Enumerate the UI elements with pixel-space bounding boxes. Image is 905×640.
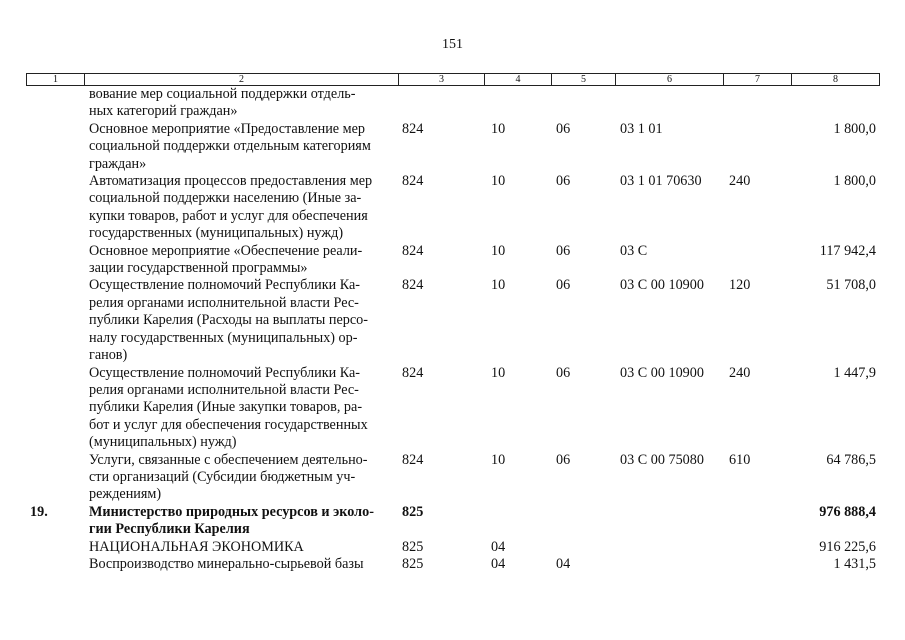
budget-table-body [26, 86, 879, 573]
item-name-line: социальной поддержки населению (Иные за- [89, 190, 362, 207]
row-number-cell [26, 277, 84, 364]
amount-cell: 1 447,9 [833, 364, 876, 381]
amount-cell: 1 800,0 [833, 120, 876, 137]
expense-type-cell [723, 121, 791, 173]
item-name-line: Министерство природных ресурсов и эколо- [89, 503, 374, 520]
column-header-table [26, 73, 880, 86]
item-name-cell [84, 556, 398, 573]
item-name-line: гии Республики Карелия [89, 521, 250, 538]
target-code-cell: 03 С 00 75080 [620, 451, 704, 468]
table-row [26, 277, 879, 364]
item-name-cell [84, 504, 398, 539]
amount-cell: 64 786,5 [826, 451, 876, 468]
ministry-code-cell [398, 86, 484, 121]
target-code-cell: 03 С [620, 242, 648, 259]
item-name-line: публики Карелия (Иные закупки товаров, ра- [89, 399, 363, 416]
expense-type-cell [723, 539, 791, 556]
subsection-code-cell: 06 [556, 242, 571, 259]
item-name-line: социальной поддержки отдельным категориям [89, 138, 371, 155]
target-code-cell: 03 1 01 [620, 120, 663, 137]
expense-type-cell [723, 556, 791, 573]
column-number-3: 3 [399, 74, 485, 86]
target-code-cell [615, 539, 723, 556]
item-name-line: Осуществление полномочий Республики Ка- [89, 277, 361, 294]
ministry-code-cell: 824 [402, 120, 424, 137]
item-name-cell [84, 452, 398, 504]
subsection-code-cell: 04 [556, 555, 571, 572]
item-name-cell [84, 365, 398, 452]
table-row [26, 86, 879, 121]
item-name-line: (муниципальных) нужд) [89, 434, 237, 451]
ministry-code-cell: 824 [402, 364, 424, 381]
row-number-cell [26, 173, 84, 243]
subsection-code-cell: 06 [556, 451, 571, 468]
subsection-code-cell: 06 [556, 120, 571, 137]
expense-type-cell: 120 [729, 277, 751, 294]
column-number-2: 2 [85, 74, 399, 86]
section-code-cell [484, 504, 551, 539]
target-code-cell: 03 С 00 10900 [620, 364, 704, 381]
item-name-line: Воспроизводство минерально-сырьевой базы [89, 555, 364, 572]
section-code-cell [484, 86, 551, 121]
item-name-line: релия органами исполнительной власти Рес- [89, 294, 359, 311]
item-name-line: вование мер социальной поддержки отдель- [89, 86, 356, 102]
section-code-cell: 10 [491, 242, 506, 259]
item-name-cell [84, 277, 398, 364]
item-name-line: ганов) [89, 347, 128, 364]
page-number: 151 [442, 37, 463, 52]
column-number-8: 8 [792, 74, 880, 86]
section-code-cell: 10 [491, 277, 506, 294]
column-header-row [27, 74, 880, 86]
item-name-line: публики Карелия (Расходы на выплаты персо- [89, 312, 368, 329]
ministry-code-cell: 824 [402, 451, 424, 468]
table-row [26, 504, 879, 539]
item-name-line: ных категорий граждан» [89, 103, 238, 120]
section-code-cell: 10 [491, 173, 506, 190]
amount-cell: 1 431,5 [833, 555, 876, 572]
section-code-cell: 10 [491, 364, 506, 381]
item-name-cell [84, 539, 398, 556]
column-number-7: 7 [724, 74, 792, 86]
table-row [26, 452, 879, 504]
row-number-cell [26, 243, 84, 278]
subsection-code-cell: 06 [556, 173, 571, 190]
amount-cell: 916 225,6 [819, 538, 876, 555]
expense-type-cell: 240 [729, 173, 751, 190]
subsection-code-cell [551, 504, 615, 539]
item-name-line: государственных (муниципальных) нужд) [89, 225, 344, 242]
item-name-cell [84, 86, 398, 121]
row-number-cell [26, 86, 84, 121]
table-row [26, 173, 879, 243]
amount-cell: 51 708,0 [826, 277, 876, 294]
amount-cell: 117 942,4 [819, 242, 876, 259]
column-number-6: 6 [616, 74, 724, 86]
table-row [26, 539, 879, 556]
subsection-code-cell: 06 [556, 277, 571, 294]
item-name-line: НАЦИОНАЛЬНАЯ ЭКОНОМИКА [89, 538, 304, 555]
row-number-cell [26, 121, 84, 173]
expense-type-cell [723, 504, 791, 539]
expense-type-cell: 240 [729, 364, 751, 381]
subsection-code-cell [551, 86, 615, 121]
section-code-cell: 10 [491, 451, 506, 468]
table-row [26, 365, 879, 452]
table-row [26, 556, 879, 573]
column-number-5: 5 [552, 74, 616, 86]
item-name-line: граждан» [89, 155, 147, 172]
target-code-cell: 03 С 00 10900 [620, 277, 704, 294]
item-name-line: Осуществление полномочий Республики Ка- [89, 364, 361, 381]
expense-type-cell [723, 243, 791, 278]
column-number-4: 4 [485, 74, 552, 86]
ministry-code-cell: 825 [402, 555, 424, 572]
subsection-code-cell: 06 [556, 364, 571, 381]
subsection-code-cell [551, 539, 615, 556]
item-name-line: Автоматизация процессов предоставления мер [89, 173, 373, 190]
section-code-cell: 04 [491, 555, 506, 572]
amount-cell [791, 86, 879, 121]
target-code-cell: 03 1 01 70630 [620, 173, 702, 190]
row-number-cell: 19. [30, 503, 48, 520]
row-number-cell [26, 539, 84, 556]
item-name-line: Услуги, связанные с обеспечением деятельно- [89, 451, 368, 468]
expense-type-cell: 610 [729, 451, 751, 468]
item-name-line: бот и услуг для обеспечения государственных [89, 416, 368, 433]
target-code-cell [615, 86, 723, 121]
table-row [26, 121, 879, 173]
budget-table [26, 86, 879, 573]
item-name-line: релия органами исполнительной власти Рес- [89, 381, 359, 398]
section-code-cell: 04 [491, 538, 506, 555]
amount-cell: 1 800,0 [833, 173, 876, 190]
row-number-cell [26, 556, 84, 573]
item-name-line: Основное мероприятие «Предоставление мер [89, 120, 365, 137]
row-number-cell [26, 365, 84, 452]
expense-type-cell [723, 86, 791, 121]
ministry-code-cell: 824 [402, 242, 424, 259]
item-name-line: налу государственных (муниципальных) ор- [89, 329, 358, 346]
column-number-1: 1 [27, 74, 85, 86]
ministry-code-cell: 825 [402, 538, 424, 555]
item-name-cell [84, 243, 398, 278]
item-name-cell [84, 121, 398, 173]
item-name-line: реждениям) [89, 486, 162, 503]
table-row [26, 243, 879, 278]
ministry-code-cell: 824 [402, 173, 424, 190]
item-name-line: сти организаций (Субсидии бюджетным уч- [89, 468, 356, 485]
amount-cell: 976 888,4 [819, 503, 876, 520]
item-name-line: Основное мероприятие «Обеспечение реали- [89, 242, 363, 259]
item-name-line: зации государственной программы» [89, 260, 308, 277]
section-code-cell: 10 [491, 120, 506, 137]
target-code-cell [615, 556, 723, 573]
ministry-code-cell: 824 [402, 277, 424, 294]
item-name-line: купки товаров, работ и услуг для обеспечения [89, 207, 368, 224]
item-name-cell [84, 173, 398, 243]
row-number-cell [26, 452, 84, 504]
target-code-cell [615, 504, 723, 539]
ministry-code-cell: 825 [402, 503, 424, 520]
